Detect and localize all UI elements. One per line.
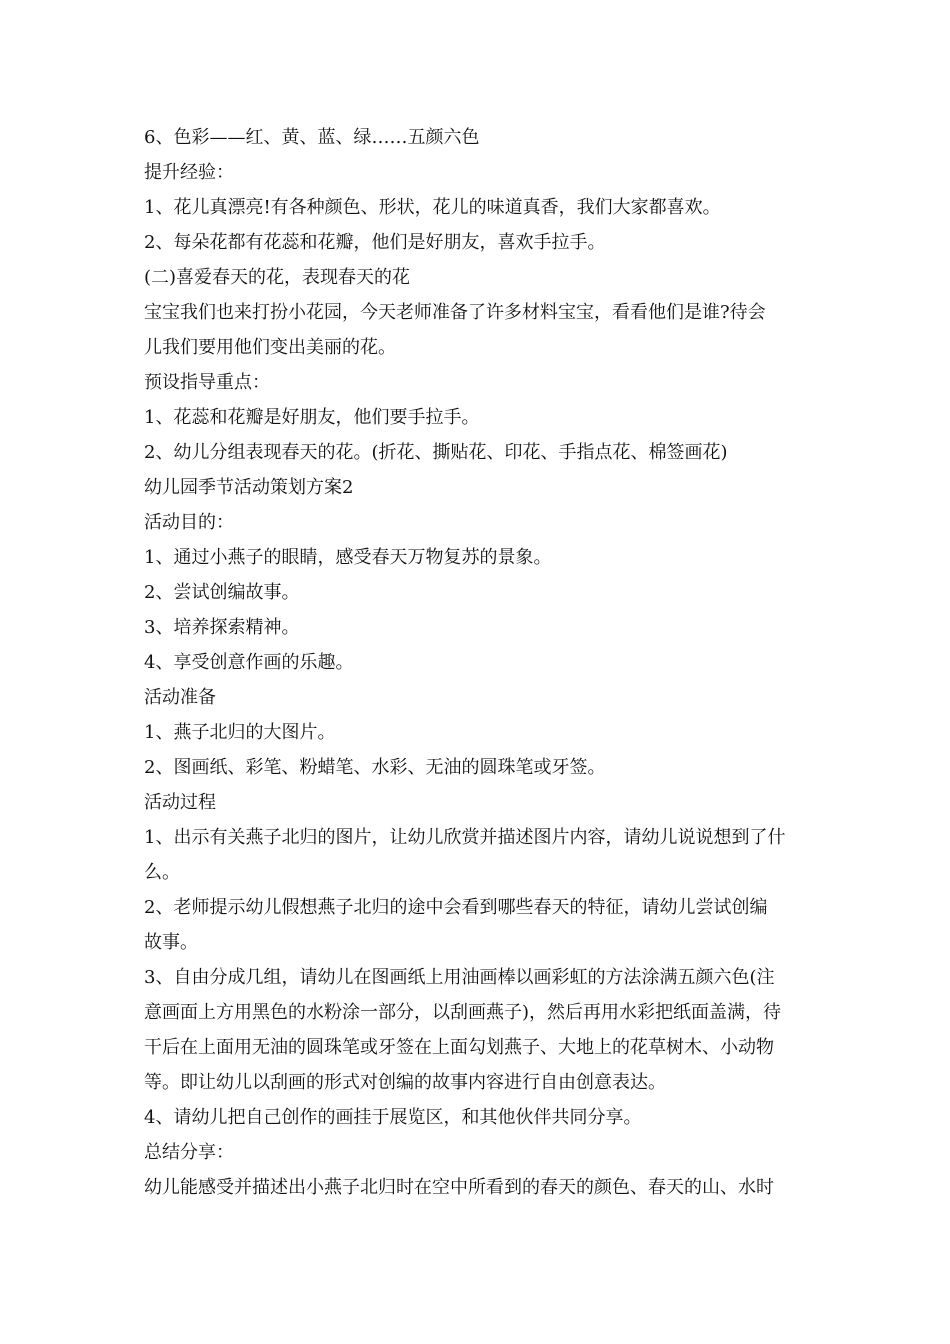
document-body	[144, 120, 810, 1205]
text-line: 儿我们要用他们变出美丽的花。	[144, 337, 396, 358]
document-title: 幼儿园季节活动策划方案2	[144, 477, 354, 498]
text-line: 2、尝试创编故事。	[144, 582, 300, 603]
text-line: 1、花蕊和花瓣是好朋友，他们要手拉手。	[144, 407, 480, 428]
section-heading: (二)喜爱春天的花，表现春天的花	[144, 267, 411, 288]
text-line: 等。即让幼儿以刮画的形式对创编的故事内容进行自由创意表达。	[144, 1072, 666, 1093]
text-line: 2、幼儿分组表现春天的花。(折花、撕贴花、印花、手指点花、棉签画花)	[144, 442, 728, 463]
text-line: 幼儿能感受并描述出小燕子北归时在空中所看到的春天的颜色、春天的山、水时	[144, 1177, 774, 1198]
text-line: 1、燕子北归的大图片。	[144, 722, 336, 743]
text-line: 意画面上方用黑色的水粉涂一部分，以刮画燕子)，然后再用水彩把纸面盖满，待	[144, 1002, 782, 1023]
text-line: 3、自由分成几组，请幼儿在图画纸上用油画棒以画彩虹的方法涂满五颜六色(注	[144, 967, 775, 988]
text-line: 2、老师提示幼儿假想燕子北归的途中会看到哪些春天的特征，请幼儿尝试创编	[144, 897, 768, 918]
text-line: 4、享受创意作画的乐趣。	[144, 652, 354, 673]
section-heading: 活动准备	[144, 687, 216, 708]
section-heading: 预设指导重点：	[144, 372, 270, 393]
section-heading: 提升经验：	[144, 162, 234, 183]
text-line: 1、出示有关燕子北归的图片，让幼儿欣赏并描述图片内容，请幼儿说说想到了什	[144, 827, 786, 848]
text-line: 3、培养探索精神。	[144, 617, 300, 638]
text-line: 1、通过小燕子的眼睛，感受春天万物复苏的景象。	[144, 547, 552, 568]
section-heading: 总结分享：	[144, 1142, 234, 1163]
text-line: 1、花儿真漂亮!有各种颜色、形状，花儿的味道真香，我们大家都喜欢。	[144, 197, 721, 218]
text-line: 干后在上面用无油的圆珠笔或牙签在上面勾划燕子、大地上的花草树木、小动物	[144, 1037, 774, 1058]
text-line: 2、每朵花都有花蕊和花瓣，他们是好朋友，喜欢手拉手。	[144, 232, 606, 253]
text-line: 么。	[144, 862, 180, 883]
section-heading: 活动过程	[144, 792, 216, 813]
text-line: 故事。	[144, 932, 198, 953]
text-line: 宝宝我们也来打扮小花园，今天老师准备了许多材料宝宝，看看他们是谁?待会	[144, 302, 766, 323]
section-heading: 活动目的：	[144, 512, 234, 533]
text-line: 6、色彩——红、黄、蓝、绿……五颜六色	[144, 127, 480, 148]
text-line: 4、请幼儿把自己创作的画挂于展览区，和其他伙伴共同分享。	[144, 1107, 642, 1128]
text-line: 2、图画纸、彩笔、粉蜡笔、水彩、无油的圆珠笔或牙签。	[144, 757, 606, 778]
